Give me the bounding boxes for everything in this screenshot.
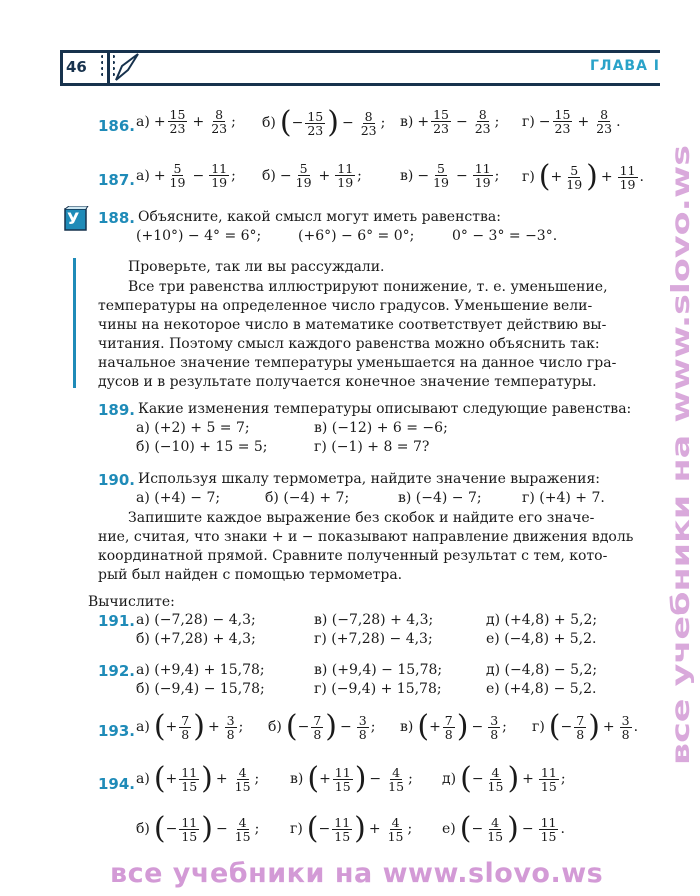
expression: е) (−4,8) + 5,2. — [486, 631, 597, 647]
expr-187-v: в) − $\frac{5}{19}$ − $\frac{11}{19}$ ; — [400, 161, 500, 190]
pencil-icon — [114, 52, 140, 82]
expression: а) (+9,4) + 15,78; — [136, 662, 265, 678]
side-watermark-text: все учебники на www.slovo.ws — [666, 321, 695, 765]
problem-number: 193. — [98, 722, 136, 740]
explanation-paragraph: Все три равенства иллюстрируют понижение, т. е. уменьшение, температуры на определенное число градусов. Уменьшение вели- чины на некоторое число в математике соответствует действию вы- читания. Поэтому смысл каждого равенства можно объяснить так: начальное значение температуры уменьшается на данное число гра- дусов и в результате получается конечное значение температуры. — [98, 279, 617, 390]
margin-bar — [73, 258, 76, 388]
expression: г) (+7,28) − 4,3; — [314, 631, 433, 647]
expr-193-b: б) ( − $\frac{7}{8}$ ) − $\frac{3}{8}$ ; — [268, 709, 376, 744]
expression: б) (−9,4) − 15,78; — [136, 681, 265, 697]
problem-number: 186. — [98, 117, 136, 135]
expr-186-g: г) − $\frac{15}{23}$ + $\frac{8}{23}$ . — [522, 107, 621, 136]
expr-187-b: б) − $\frac{5}{19}$ + $\frac{11}{19}$ ; — [262, 161, 362, 190]
problem-number: 190. — [98, 471, 136, 489]
expr-193-g: г) ( − $\frac{7}{8}$ ) + $\frac{3}{8}$ . — [532, 709, 639, 744]
expression: б) (−4) + 7; — [265, 490, 350, 506]
task-text: Объясните, какой смысл могут иметь равенства: — [138, 209, 501, 225]
expr-187-g: г) ( + $\frac{5}{19}$ ) + $\frac{11}{19}$ . — [522, 159, 644, 194]
problem-number: 194. — [98, 775, 136, 793]
side-watermark — [666, 120, 696, 770]
expr-194-v: в) ( + $\frac{11}{15}$ ) − $\frac{4}{15}$ ; — [290, 761, 413, 796]
chapter-title: ГЛАВА I — [590, 58, 660, 74]
spiral-binding-icon — [101, 52, 115, 84]
expression: г) (−9,4) + 15,78; — [314, 681, 442, 697]
problem-number: 191. — [98, 612, 136, 630]
expression: в) (−7,28) + 4,3; — [314, 612, 434, 628]
equation: а) (+2) + 5 = 7; — [136, 420, 250, 436]
expr-194-a: а) ( + $\frac{11}{15}$ ) + $\frac{4}{15}$ ; — [136, 761, 260, 796]
expression: в) (−4) − 7; — [398, 490, 482, 506]
expr-193-v: в) ( + $\frac{7}{8}$ ) − $\frac{3}{8}$ ; — [400, 709, 507, 744]
equation: (+10°) − 4° = 6°; — [136, 228, 262, 244]
expr-193-a: а) ( + $\frac{7}{8}$ ) + $\frac{3}{8}$ ; — [136, 709, 244, 744]
equation: г) (−1) + 8 = 7? — [314, 439, 430, 455]
task-text: Используя шкалу термометра, найдите значение выражения: — [138, 471, 601, 487]
expression: б) (+7,28) + 4,3; — [136, 631, 256, 647]
problem-number: 187. — [98, 171, 136, 189]
problem-number: 192. — [98, 662, 136, 680]
expr-186-b: б) ( − $\frac{15}{23}$ ) − $\frac{8}{23}$ ; — [262, 105, 386, 140]
instruction-paragraph: Запишите каждое выражение без скобок и найдите его значе- ние, считая, что знаки + и − показывают направление движения вдоль координатной прямой. Сравните полученный результат с тем, кото- рый был найден с помощью термометра. — [98, 510, 634, 583]
expression: г) (+4) + 7. — [522, 490, 605, 506]
equation: б) (−10) + 15 = 5; — [136, 439, 268, 455]
expression: а) (+4) − 7; — [136, 490, 221, 506]
equation: (+6°) − 6° = 0°; — [298, 228, 415, 244]
expr-186-v: в) + $\frac{15}{23}$ − $\frac{8}{23}$ ; — [400, 107, 500, 136]
equation: 0° − 3° = −3°. — [452, 228, 558, 244]
u-badge-letter: У — [67, 209, 80, 228]
task-text: Какие изменения температуры описывают следующие равенства: — [138, 401, 632, 417]
expr-187-a: а) + $\frac{5}{19}$ − $\frac{11}{19}$ ; — [136, 161, 236, 190]
expr-194-g: г) ( − $\frac{11}{15}$ ) + $\frac{4}{15}$ ; — [290, 811, 413, 846]
expression: а) (−7,28) − 4,3; — [136, 612, 256, 628]
bottom-watermark: все учебники на www.slovo.ws — [110, 858, 604, 889]
expr-186-a: а) + $\frac{15}{23}$ + $\frac{8}{23}$ ; — [136, 107, 236, 136]
problem-number: 188. — [98, 209, 136, 227]
expression: д) (+4,8) + 5,2; — [486, 612, 598, 628]
page-number: 46 — [66, 58, 87, 76]
check-heading: Проверьте, так ли вы рассуждали. — [128, 259, 385, 275]
header-rule — [60, 50, 660, 86]
equation: в) (−12) + 6 = −6; — [314, 420, 448, 436]
expression: в) (+9,4) − 15,78; — [314, 662, 443, 678]
expression: д) (−4,8) − 5,2; — [486, 662, 598, 678]
section-heading: Вычислите: — [88, 594, 175, 610]
problem-number: 189. — [98, 401, 136, 419]
expr-194-d: д) ( − $\frac{4}{15}$ ) + $\frac{11}{15}$ ; — [442, 761, 566, 796]
expression: е) (+4,8) − 5,2. — [486, 681, 597, 697]
expr-194-b: б) ( − $\frac{11}{15}$ ) − $\frac{4}{15}$ ; — [136, 811, 260, 846]
expr-194-e: е) ( − $\frac{4}{15}$ ) − $\frac{11}{15}$ . — [442, 811, 565, 846]
